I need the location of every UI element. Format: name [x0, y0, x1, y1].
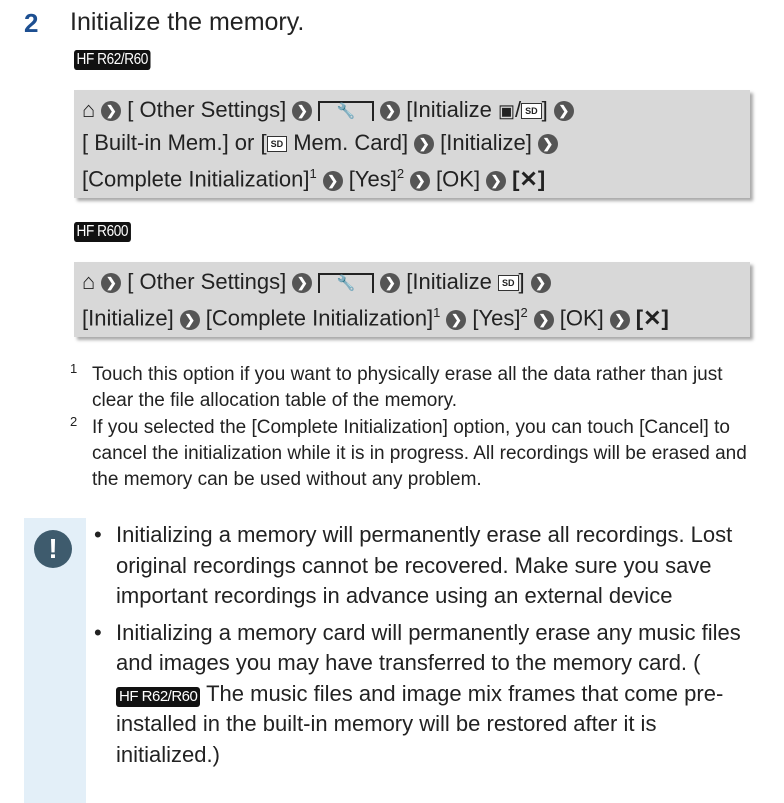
complete-init-label: [Complete Initialization]: [82, 166, 310, 192]
sd-card-icon: SD: [267, 136, 288, 152]
bracket: ]: [518, 269, 525, 294]
exclamation-icon: !: [34, 530, 72, 568]
initialize-label: [Initialize]: [82, 305, 174, 331]
home-icon: ⌂: [82, 97, 96, 122]
complete-init-label: [Complete Initialization]: [205, 305, 434, 331]
arrow-icon: ❯: [292, 101, 312, 121]
arrow-icon: ❯: [610, 310, 630, 330]
footnote-ref: 2: [396, 166, 405, 181]
footnote-ref: 2: [520, 305, 528, 320]
model-badge: HF R62/R60: [116, 687, 200, 707]
model-badge: HF R62/R60: [74, 50, 150, 70]
footnote-text: Touch this option if you want to physically erase all the data rather than just clear the file allocation table of the memory.: [92, 364, 723, 411]
sd-card-icon: SD: [521, 103, 542, 119]
arrow-icon: ❯: [292, 273, 312, 293]
wrench-tab-icon: 🔧: [318, 273, 374, 293]
arrow-icon: ❯: [531, 273, 551, 293]
caution-text: Initializing a memory card will permanently erase any music files and images you may have transferred to the memory card. (: [116, 619, 741, 675]
arrow-icon: ❯: [101, 273, 121, 293]
ok-label: [OK]: [559, 305, 604, 331]
caution-text: The music files and image mix frames that come pre-installed in the built-in memory will be restored after it is initialized.): [116, 680, 724, 767]
arrow-icon: ❯: [410, 171, 430, 191]
arrow-icon: ❯: [380, 273, 400, 293]
built-in-memory-icon: ▣: [497, 101, 515, 121]
sd-card-icon: SD: [498, 275, 519, 291]
initialize-label: [Initialize: [406, 97, 498, 122]
arrow-icon: ❯: [180, 310, 200, 330]
caution-item: • Initializing a memory will permanently erase all recordings. Lost original recordings cannot be recovered. Make sure you save important recordings in advance using an external device: [92, 520, 762, 612]
step-number: 2: [24, 8, 39, 38]
built-in-mem-label: [ Built-in Mem.] or [: [82, 130, 267, 155]
yes-label: [Yes]: [472, 305, 521, 331]
procedure-box: [74, 90, 750, 198]
arrow-icon: ❯: [380, 101, 400, 121]
yes-label: [Yes]: [348, 166, 397, 192]
mem-card-label: Mem. Card]: [287, 130, 409, 155]
wrench-tab-icon: 🔧: [318, 101, 374, 121]
arrow-icon: ❯: [101, 101, 121, 121]
arrow-icon: ❯: [323, 171, 343, 191]
footnote-number: 2: [70, 414, 78, 429]
arrow-icon: ❯: [414, 134, 434, 154]
close-label: [✕]: [635, 305, 669, 331]
close-label: [✕]: [512, 166, 546, 192]
footnote-number: 1: [70, 361, 78, 376]
arrow-icon: ❯: [486, 171, 506, 191]
arrow-icon: ❯: [534, 310, 554, 330]
caution-list: [92, 520, 762, 776]
footnote-2: [70, 415, 760, 493]
footnote-1: [70, 362, 760, 414]
footnote-ref: 1: [309, 166, 317, 181]
arrow-icon: ❯: [554, 101, 574, 121]
footnote-text: If you selected the [Complete Initialization] option, you can touch [Cancel] to cancel the initialization while it is in progress. All recordings will be erased and the memory can be used without any problem.: [92, 417, 747, 490]
caution-item: [92, 618, 762, 771]
step-title: Initialize the memory.: [70, 8, 305, 36]
model-badge: HF R600: [74, 222, 131, 242]
arrow-icon: ❯: [538, 134, 558, 154]
ok-label: [OK]: [436, 166, 481, 192]
other-settings-label: [ Other Settings]: [127, 97, 287, 122]
footnote-ref: 1: [433, 305, 441, 320]
home-icon: ⌂: [82, 269, 96, 294]
arrow-icon: ❯: [446, 310, 466, 330]
initialize-label: [Initialize: [406, 269, 498, 294]
bracket: ]: [541, 97, 548, 122]
other-settings-label: [ Other Settings]: [127, 269, 287, 294]
slash: /: [515, 97, 522, 122]
initialize-label: [Initialize]: [440, 130, 532, 155]
procedure-box: [74, 262, 750, 337]
